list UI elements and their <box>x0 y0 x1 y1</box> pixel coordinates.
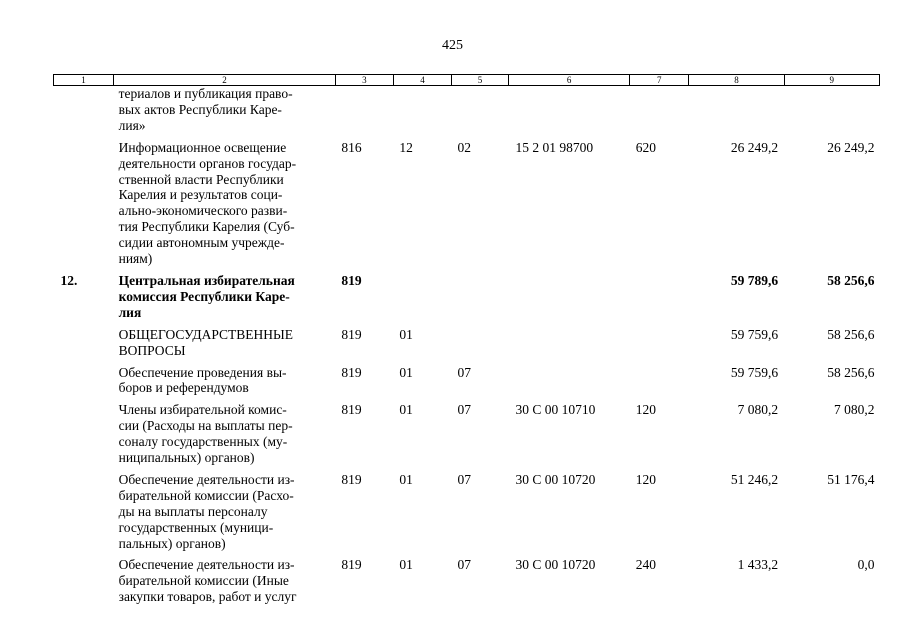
budget-table <box>53 74 880 605</box>
cell-target-article: 30 С 00 10720 <box>515 471 596 487</box>
cell-amount-year-1: 26 249,2 <box>730 139 779 155</box>
row-number <box>54 365 114 403</box>
description-line: соналу государственных (му- <box>118 434 288 450</box>
cell-ministry-code: 819 <box>341 272 362 288</box>
cell-target-article: 30 С 00 10720 <box>515 557 596 573</box>
description-line: боров и референдумов <box>118 380 249 396</box>
cell-section-code: 12 <box>399 139 413 155</box>
row-number <box>54 86 114 140</box>
description-line: Обеспечение деятельности из- <box>118 471 295 487</box>
cell-ministry-code: 819 <box>341 364 362 380</box>
description-line: Информационное освещение <box>118 139 287 155</box>
cell-target-article: 15 2 01 98700 <box>515 139 594 155</box>
cell-expense-type: 120 <box>635 402 656 418</box>
description-line: Обеспечение деятельности из- <box>118 557 295 573</box>
table-header <box>54 75 880 86</box>
cell-ministry-code: 819 <box>341 326 362 342</box>
description-line: ственной власти Республики <box>118 171 284 187</box>
description-line: закупки товаров, работ и услуг <box>118 589 297 605</box>
cell-ministry-code: 816 <box>341 139 362 155</box>
cell-amount-year-1: 1 433,2 <box>737 557 779 573</box>
description-line: Обеспечение проведения вы- <box>118 364 287 380</box>
cell-amount-year-2: 7 080,2 <box>834 402 875 418</box>
table-row <box>54 365 880 403</box>
row-number <box>54 557 114 605</box>
cell-section-code <box>393 273 451 327</box>
row-description <box>114 472 336 558</box>
description-line: ально-экономического разви- <box>118 203 288 219</box>
header-row <box>54 75 880 86</box>
description-line: териалов и публикация право- <box>118 86 293 101</box>
cell-ministry-code: 819 <box>341 557 362 573</box>
row-number <box>54 472 114 558</box>
description-line: государственных (муници- <box>118 519 274 535</box>
row-number <box>54 327 114 365</box>
cell-expense-type <box>630 327 689 365</box>
description-line: деятельности органов государ- <box>118 155 297 171</box>
table-row <box>54 557 880 605</box>
description-line: тия Республики Карелия (Суб- <box>118 219 295 235</box>
description-line: бирательной комиссии (Иные <box>118 573 289 589</box>
cell-amount-year-2: 58 256,6 <box>827 272 875 288</box>
cell-target-article <box>508 327 629 365</box>
header-col-9: 9 <box>784 75 879 86</box>
row-description <box>114 273 336 327</box>
cell-amount-year-2: 51 176,4 <box>827 471 875 487</box>
table-row <box>54 402 880 472</box>
cell-amount-year-1 <box>689 86 784 140</box>
table-row <box>54 273 880 327</box>
row-number <box>54 402 114 472</box>
header-col-4: 4 <box>393 75 451 86</box>
cell-expense-type <box>630 273 689 327</box>
cell-amount-year-2 <box>784 86 879 140</box>
cell-amount-year-2: 26 249,2 <box>827 139 875 155</box>
cell-amount-year-1: 59 759,6 <box>730 364 779 380</box>
page-number: 425 <box>442 38 463 53</box>
cell-section-code <box>393 86 451 140</box>
cell-subsection-code <box>451 327 508 365</box>
row-description <box>114 557 336 605</box>
cell-amount-year-1: 59 789,6 <box>730 272 779 288</box>
cell-target-article <box>508 86 629 140</box>
cell-amount-year-2: 0,0 <box>857 557 875 573</box>
description-line: ОБЩЕГОСУДАРСТВЕННЫЕ <box>118 326 294 342</box>
description-line: пальных) органов) <box>118 535 226 551</box>
cell-expense-type <box>630 86 689 140</box>
cell-ministry-code: 819 <box>341 402 362 418</box>
cell-section-code: 01 <box>399 471 413 487</box>
cell-expense-type <box>630 365 689 403</box>
table-row <box>54 327 880 365</box>
cell-amount-year-1: 59 759,6 <box>730 326 779 342</box>
cell-amount-year-2: 58 256,6 <box>827 364 875 380</box>
header-col-6: 6 <box>508 75 629 86</box>
header-col-1: 1 <box>54 75 114 86</box>
description-line: бирательной комиссии (Расхо- <box>118 487 294 503</box>
cell-amount-year-1: 51 246,2 <box>730 471 779 487</box>
cell-target-article <box>508 365 629 403</box>
row-number: 12. <box>60 272 78 288</box>
header-col-2: 2 <box>114 75 336 86</box>
header-col-8: 8 <box>689 75 784 86</box>
row-description <box>114 402 336 472</box>
table-row <box>54 86 880 140</box>
row-description <box>114 140 336 273</box>
cell-subsection-code: 07 <box>457 471 471 487</box>
cell-subsection-code <box>451 86 508 140</box>
table-row <box>54 472 880 558</box>
cell-amount-year-1: 7 080,2 <box>737 402 779 418</box>
cell-subsection-code: 07 <box>457 402 471 418</box>
header-col-3: 3 <box>335 75 393 86</box>
description-line: лия <box>118 304 142 320</box>
cell-subsection-code: 07 <box>457 364 471 380</box>
cell-section-code: 01 <box>399 402 413 418</box>
cell-expense-type: 120 <box>635 471 656 487</box>
cell-target-article <box>508 273 629 327</box>
cell-subsection-code: 07 <box>457 557 471 573</box>
description-line: ды на выплаты персоналу <box>118 503 268 519</box>
header-col-7: 7 <box>630 75 689 86</box>
description-line: Члены избирательной комис- <box>118 402 287 418</box>
cell-subsection-code: 02 <box>457 139 471 155</box>
cell-target-article: 30 С 00 10710 <box>515 402 596 418</box>
table-row <box>54 140 880 273</box>
cell-expense-type: 620 <box>635 139 656 155</box>
description-line: лия» <box>118 117 146 133</box>
description-line: сии (Расходы на выплаты пер- <box>118 418 293 434</box>
cell-expense-type: 240 <box>635 557 656 573</box>
header-col-5: 5 <box>451 75 508 86</box>
row-description <box>114 86 336 140</box>
row-description <box>114 365 336 403</box>
table-body <box>54 86 880 606</box>
row-description <box>114 327 336 365</box>
cell-subsection-code <box>451 273 508 327</box>
description-line: сидии автономным учрежде- <box>118 235 285 251</box>
cell-section-code: 01 <box>399 326 413 342</box>
description-line: комиссия Республики Каре- <box>118 288 290 304</box>
row-number <box>54 140 114 273</box>
cell-amount-year-2: 58 256,6 <box>827 326 875 342</box>
cell-section-code: 01 <box>399 364 413 380</box>
description-line: ВОПРОСЫ <box>118 342 186 358</box>
description-line: ниципальных) органов) <box>118 450 255 466</box>
cell-ministry-code <box>335 86 393 140</box>
description-line: ниям) <box>118 251 153 267</box>
description-line: Карелия и результатов соци- <box>118 187 283 203</box>
cell-ministry-code: 819 <box>341 471 362 487</box>
description-line: Центральная избирательная <box>118 272 295 288</box>
description-line: вых актов Республики Каре- <box>118 101 282 117</box>
cell-section-code: 01 <box>399 557 413 573</box>
